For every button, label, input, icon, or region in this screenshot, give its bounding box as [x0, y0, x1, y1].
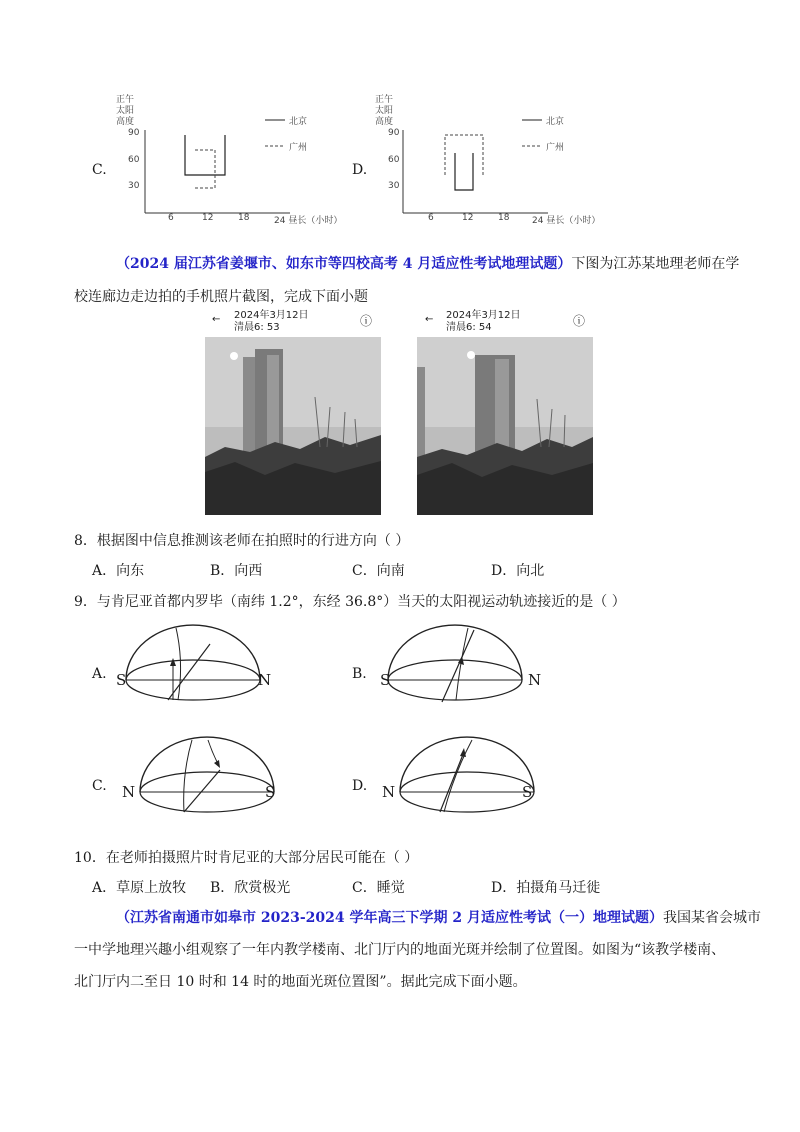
source2-line-1 [116, 908, 761, 928]
graph-d-ylabel [375, 95, 393, 128]
source2-citation: （江苏省南通市如皋市 2023-2024 学年高三下学期 2 月适应性考试（一）地理试题） [116, 910, 663, 926]
xtick: 18 [238, 213, 250, 223]
xtick: 12 [462, 213, 474, 223]
q10-option-a[interactable]: A．草原上放牧 [92, 880, 187, 896]
photo-1-caption [234, 310, 309, 334]
photo-date: 2024年3月12日 [446, 310, 521, 321]
question-8-stem: 8．根据图中信息推测该老师在拍照时的行进方向（ ） [74, 533, 410, 549]
q8-option-d[interactable]: D．向北 [491, 563, 545, 579]
source2-line-2: 一中学地理兴趣小组观察了一年内教学楼南、北门厅内的地面光斑并绘制了位置图。如图为“该教学楼南、 [74, 942, 726, 958]
legend-lines [265, 116, 287, 151]
diagram-d-right-dir: S [522, 783, 533, 801]
ylabel-line: 正午 [116, 95, 135, 105]
diagram-c-right-dir: S [265, 783, 276, 801]
sun-path-diagram-a[interactable] [118, 622, 268, 704]
source-citation: （2024 届江苏省姜堰市、如东市等四校高考 4 月适应性考试地理试题） [116, 256, 572, 272]
legend-lines [522, 116, 544, 151]
photo-date: 2024年3月12日 [234, 310, 309, 321]
legend-beijing: 北京 [289, 117, 308, 127]
ytick: 30 [388, 181, 400, 191]
legend-guangzhou: 广州 [546, 143, 565, 153]
ytick: 60 [128, 155, 140, 165]
ylabel-line: 太阳 [375, 106, 394, 116]
source2-text: 我国某省会城市 [662, 910, 761, 926]
guangzhou-line [195, 150, 215, 188]
xtick: 6 [428, 213, 434, 223]
ytick: 90 [388, 128, 400, 138]
source2-line-3: 北门厅内二至日 10 时和 14 时的地面光斑位置图”。据此完成下面小题。 [74, 974, 527, 990]
ylabel-line: 太阳 [116, 106, 135, 116]
ytick: 90 [128, 128, 140, 138]
diagram-a-left-dir: S [116, 671, 127, 689]
option-d-label: D. [352, 162, 368, 178]
xtick: 18 [498, 213, 510, 223]
sun-path-diagram-d[interactable] [392, 734, 542, 816]
q8-option-c[interactable]: C．向南 [352, 563, 405, 579]
q10-option-b[interactable]: B．欣赏极光 [210, 880, 291, 896]
q10-option-c[interactable]: C．睡觉 [352, 880, 405, 896]
question-10-stem: 10．在老师拍摄照片时肯尼亚的大部分居民可能在（ ） [74, 850, 419, 866]
diagram-a-right-dir: N [258, 671, 272, 689]
q9-option-d-label[interactable]: D. [352, 778, 368, 794]
diagram-c-left-dir: N [122, 783, 136, 801]
diagram-b-left-dir: S [380, 671, 391, 689]
source-text: 下图为江苏某地理老师在学 [571, 256, 740, 272]
guangzhou-line [455, 153, 473, 190]
xlabel: 24 昼长（小时） [532, 216, 601, 226]
back-arrow-icon: ← [425, 314, 434, 325]
sun-path-diagram-c[interactable] [132, 734, 282, 816]
beijing-line [185, 135, 225, 175]
graph-c-ylabel [116, 95, 134, 128]
photo-2-scene [417, 337, 593, 515]
diagram-d-left-dir: N [382, 783, 396, 801]
photo-2 [417, 337, 593, 515]
q9-option-c-label[interactable]: C. [92, 778, 107, 794]
beijing-line [445, 135, 483, 175]
legend-guangzhou: 广州 [289, 143, 308, 153]
source-line-2: 校连廊边走边拍的手机照片截图，完成下面小题 [74, 289, 368, 305]
photo-time: 清晨6: 53 [234, 322, 280, 333]
q8-option-a[interactable]: A．向东 [92, 563, 145, 579]
photo-1-scene [205, 337, 381, 515]
ytick: 30 [128, 181, 140, 191]
ylabel-line: 正午 [375, 95, 394, 105]
back-arrow-icon: ← [212, 314, 221, 325]
legend-beijing: 北京 [546, 117, 565, 127]
ylabel-line: 高度 [375, 117, 394, 127]
xlabel: 24 昼长（小时） [274, 216, 343, 226]
xtick: 12 [202, 213, 214, 223]
diagram-b-right-dir: N [528, 671, 542, 689]
q9-option-b-label[interactable]: B. [352, 666, 367, 682]
photo-2-caption [446, 310, 521, 334]
ylabel-line: 高度 [116, 117, 135, 127]
question-9-stem: 9．与肯尼亚首都内罗毕（南纬 1.2°，东经 36.8°）当天的太阳视运动轨迹接近的是（ ） [74, 594, 626, 610]
ytick: 60 [388, 155, 400, 165]
info-icon: ⓘ [360, 314, 373, 328]
q9-option-a-label[interactable]: A. [92, 666, 107, 682]
photo-time: 清晨6: 54 [446, 322, 492, 333]
photo-1 [205, 337, 381, 515]
info-icon: ⓘ [573, 314, 586, 328]
option-c-label: C. [92, 162, 107, 178]
sun-path-diagram-b[interactable] [380, 622, 530, 704]
q8-option-b[interactable]: B．向西 [210, 563, 263, 579]
xtick: 6 [168, 213, 174, 223]
source-line-1 [116, 254, 739, 274]
q10-option-d[interactable]: D．拍摄角马迁徙 [491, 880, 601, 896]
